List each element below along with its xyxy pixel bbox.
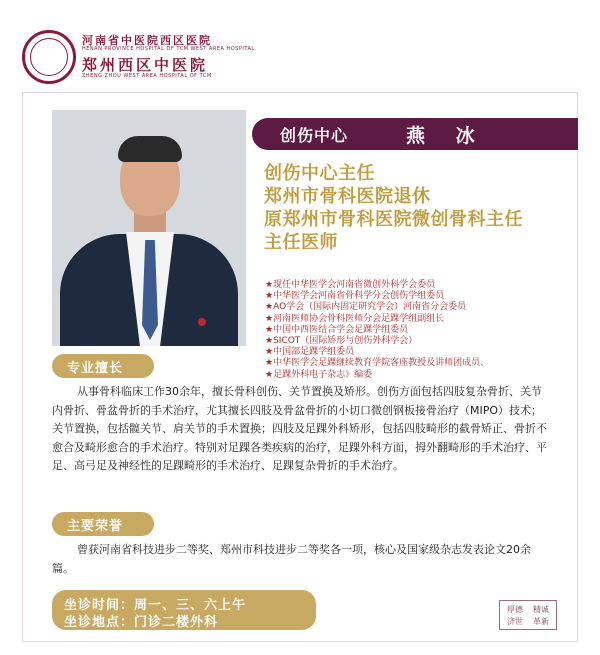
title-line: 创伤中心主任	[264, 163, 375, 184]
title-line: 郑州市骨科医院退休	[264, 186, 431, 207]
title-line: 主任医师	[264, 232, 338, 253]
honors-text: 曾获河南省科技进步二等奖、郑州市科技进步二等奖各一项，核心及国家级杂志发表论文20余篇。	[52, 543, 531, 575]
specialty-text: 从事骨科临床工作30余年，擅长骨科创伤、关节置换及矫形。创伤方面包括四肢复杂骨折、关节内骨折、骨盆骨折的手术治疗，尤其擅长四肢及骨盆骨折的小切口微创钢板接骨治疗（MIPO）技术；关节置换，包括髋关节、肩关节的手术置换；四肢及足踝外科矫形，包括四肢畸形的截骨矫正、骨折不愈合及畸形愈合的手术治疗。特别对足踝各类疾病的治疗，足踝外科方面，拇外翻畸形的手术治疗、平足、高弓足及神经性的足踝畸形的手术治疗、足踝复杂骨折的手术治疗。	[52, 385, 547, 473]
hospital-name-cn: 河南省中医院西区医院	[82, 34, 212, 47]
role-item: ★SICOT（国际矫形与创伤外科学会）	[265, 336, 418, 347]
clinic-place: 坐诊地点：门诊二楼外科	[64, 615, 219, 630]
role-item: ★中国中西医结合学会足踝学组委员	[265, 324, 409, 335]
role-item: ★现任中华医学会河南省微创外科学会委员	[265, 280, 436, 290]
doctor-titles	[264, 162, 523, 254]
hospital-logo-icon	[22, 30, 76, 84]
role-item: ★河南医师协会骨科医师分会足踝学组副组长	[265, 313, 445, 324]
clinic-info-box	[52, 590, 316, 630]
department-label: 创伤中心	[280, 125, 349, 145]
seal-char: 济世	[507, 616, 523, 626]
role-item: ★足踝外科电子杂志》编委	[265, 369, 373, 380]
seal-char: 厚德	[507, 604, 523, 614]
clinic-time: 坐诊时间：周一、三、六上午	[64, 598, 247, 613]
hospital-name-b-en: ZHENG ZHOU WEST AREA HOSPITAL OF TCM	[82, 73, 212, 79]
role-item: ★中国部足踝学组委员	[265, 347, 355, 358]
doctor-photo	[52, 110, 246, 346]
name-title-bar	[252, 118, 578, 150]
seal-char: 精诚	[533, 604, 549, 614]
hospital-name-b-cn: 郑州西区中医院	[82, 56, 209, 74]
role-item: ★AO学会（国际内固定研究学会）河南省分会委员	[265, 302, 467, 313]
title-line: 原郑州市骨科医院微创骨科主任	[264, 209, 523, 230]
honors-heading: 主要荣誉	[52, 512, 154, 536]
seal-char: 革新	[533, 616, 549, 626]
header	[0, 0, 600, 92]
doctor-name: 燕 冰	[406, 124, 487, 147]
role-item: ★中华医学会河南省骨科学分会创伤学组委员	[265, 291, 445, 302]
motto-seal	[499, 600, 557, 630]
specialty-heading: 专业擅长	[52, 354, 154, 378]
role-list	[265, 280, 489, 381]
role-item: ★中华医学会足踝继续教育学院客座教授及讲师团成员、	[265, 358, 490, 369]
hospital-name-en: HENAN PROVINCE HOSPITAL OF TCM WEST AREA HOSPITAL	[82, 46, 255, 52]
